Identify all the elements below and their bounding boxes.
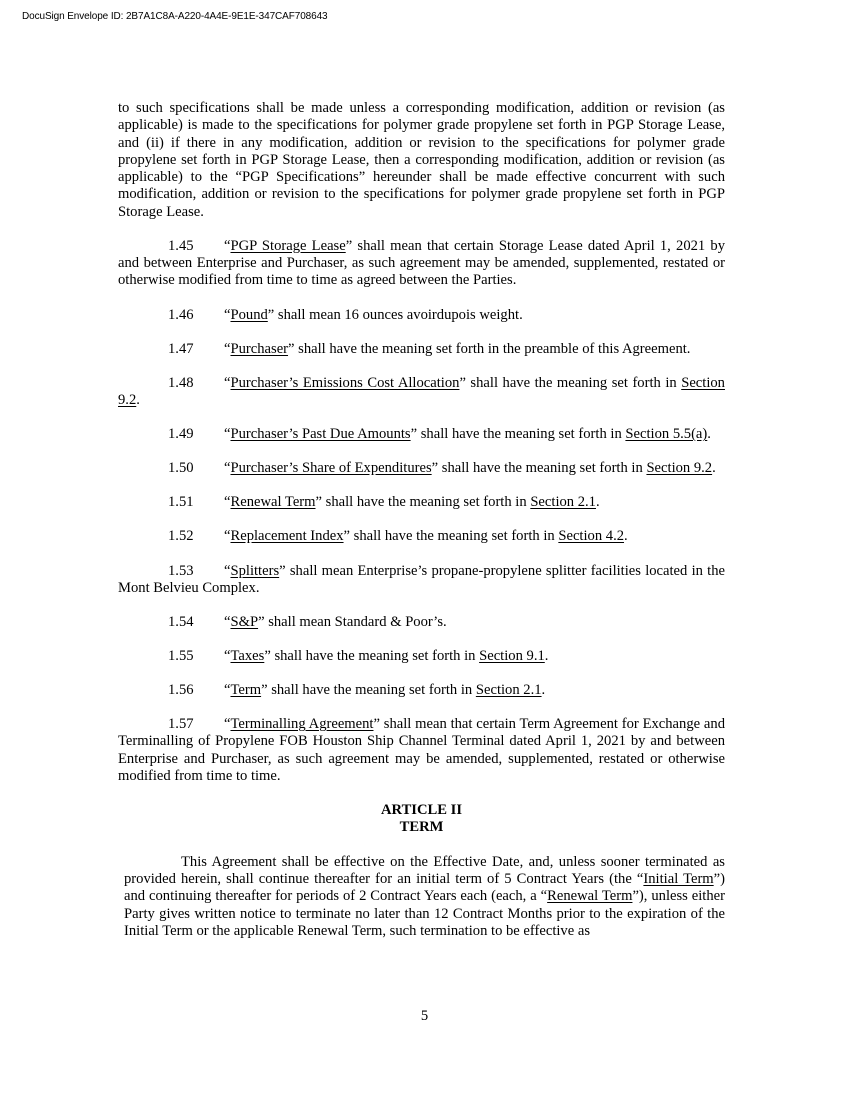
open-quote: “ [224,374,231,391]
definition-text: ” shall have the meaning set forth in [264,648,480,664]
defined-term: Renewal Term [230,494,316,511]
definition-text: ” shall have the meaning set forth in [261,682,476,699]
definition-number: 1.50 [168,460,194,477]
section-reference: Section 4.2 [558,528,625,545]
definition-item [118,528,725,545]
definition-item [118,238,725,290]
definition-item [118,460,725,477]
section-reference: Section 9.2 [118,374,725,409]
definition-number: 1.46 [168,306,194,323]
definition-text: ” shall have the meaning set forth in [459,374,682,391]
definition-item [118,341,725,358]
definition-number: 1.53 [168,562,194,579]
section-reference: Section 2.1 [475,682,542,699]
definition-item [118,307,725,324]
page-number: 5 [420,1008,429,1024]
section-reference: Section 5.5(a) [625,426,708,443]
definition-item [118,614,725,631]
open-quote: “ [224,528,231,545]
definition-end: . [136,392,140,409]
article-title: TERM [399,819,444,836]
definition-item [118,375,725,410]
definition-number: 1.45 [168,237,194,254]
open-quote: “ [224,562,231,579]
definition-item [118,426,725,443]
definition-text: ” shall mean that certain Term Agreement for Exchange and Terminalling of Propylene FOB Houston Ship Channel Terminal dated April 1, 2021 by and between Enterprise and Purchaser, as such agreement may be amended, supplemented, restated or otherwise modified from time to time. [118,716,725,785]
definition-text: ” shall mean Enterprise’s propane-propylene splitter facilities located in the Mont Belvieu Complex. [118,562,725,596]
definition-number: 1.54 [168,613,194,630]
definition-number: 1.48 [168,374,194,391]
defined-term: Pound [230,306,268,323]
section-reference: Section 9.2 [646,460,713,477]
article-heading [118,802,725,837]
defined-term: Purchaser’s Past Due Amounts [230,426,411,443]
definition-number: 1.57 [168,716,194,733]
definition-end: . [712,460,716,477]
open-quote: “ [224,460,231,477]
continued-paragraph: to such specifications shall be made unless a corresponding modification, addition or revision (as applicable) is made to the specifications for polymer grade propylene set forth in PGP Storage Lease, and (ii) if there in any modification, addition or revision to the specifications for polymer grade propylene set forth in PGP Storage Lease, then a corresponding modification, addition or revision (as applicable) to the “PGP Specifications” hereunder shall be made effective concurrent with such modification, addition or revision to the specifications for polymer grade propylene set forth in PGP Storage Lease. [118,100,725,220]
defined-term: Purchaser’s Share of Expenditures [230,460,432,477]
initial-term-defined: Initial Term [643,871,714,888]
defined-term: PGP Storage Lease [230,237,346,254]
open-quote: “ [224,237,231,254]
definition-end: . [707,426,711,443]
definition-text: ” shall mean that certain Storage Lease dated April 1, 2021 by and between Enterprise and Purchaser, as such agreement may be amended, supplemented, restated or otherwise modified from time to time as agreed between the Parties. [118,237,726,289]
definition-text: ” shall have the meaning set forth in [315,494,531,511]
defined-term: Replacement Index [230,528,344,545]
term-text-part1: This Agreement shall be effective on the Effective Date, and, unless sooner terminated as provided herein, shall continue thereafter for an initial term of 5 Contract Years (the “ [124,853,725,888]
definition-end: . [624,528,628,545]
docusign-envelope-id: DocuSign Envelope ID: 2B7A1C8A-A220-4A4E-9E1E-347CAF708643 [22,11,328,22]
open-quote: “ [224,306,231,323]
definition-item [118,648,725,665]
definition-text: ” shall mean 16 ounces avoirdupois weight. [267,306,523,323]
definition-item [118,563,725,598]
definitions-list [118,238,725,786]
article-number: ARTICLE II [381,802,462,819]
renewal-term-defined: Renewal Term [547,888,633,905]
definition-number: 1.49 [168,426,194,443]
document-body [118,100,725,940]
open-quote: “ [224,426,231,443]
defined-term: Purchaser’s Emissions Cost Allocation [230,374,460,391]
term-text-part2: ”) and continuing thereafter for periods of 2 Contract Years each (each, a “ [124,871,725,905]
definition-item [118,682,725,699]
definition-end: . [595,494,600,511]
section-reference: Section 9.1 [479,648,545,664]
defined-term: Purchaser [230,340,289,357]
definition-text: ” shall have the meaning set forth in [410,426,626,443]
open-quote: “ [224,494,231,511]
defined-term: Terminalling Agreement [230,716,374,733]
definition-end: . [544,648,549,664]
section-reference: Section 2.1 [530,494,596,511]
defined-term: S&P [230,613,259,630]
definition-number: 1.56 [168,682,194,699]
open-quote: “ [224,648,231,664]
definition-number: 1.55 [168,648,194,664]
definition-item [118,716,725,785]
definition-text: ” shall have the meaning set forth in [431,460,647,477]
open-quote: “ [224,340,231,357]
definition-number: 1.52 [168,528,194,545]
term-text-part3: ”), unless either Party gives written notice to terminate no later than 12 Contract Months prior to the expiration of the Initial Term or the applicable Renewal Term, such termination to be effective as [124,888,725,939]
open-quote: “ [224,613,231,630]
definition-item [118,494,725,511]
defined-term: Term [230,682,262,699]
definition-number: 1.47 [168,340,194,357]
open-quote: “ [224,682,231,699]
definition-text: ” shall have the meaning set forth in the preamble of this Agreement. [288,340,691,357]
open-quote: “ [224,716,231,733]
definition-end: . [541,682,546,699]
definition-number: 1.51 [168,494,194,511]
definition-text: ” shall mean Standard & Poor’s. [258,613,447,630]
term-paragraph [124,854,725,940]
defined-term: Taxes [230,648,265,664]
definition-text: ” shall have the meaning set forth in [343,528,559,545]
defined-term: Splitters [230,562,280,579]
